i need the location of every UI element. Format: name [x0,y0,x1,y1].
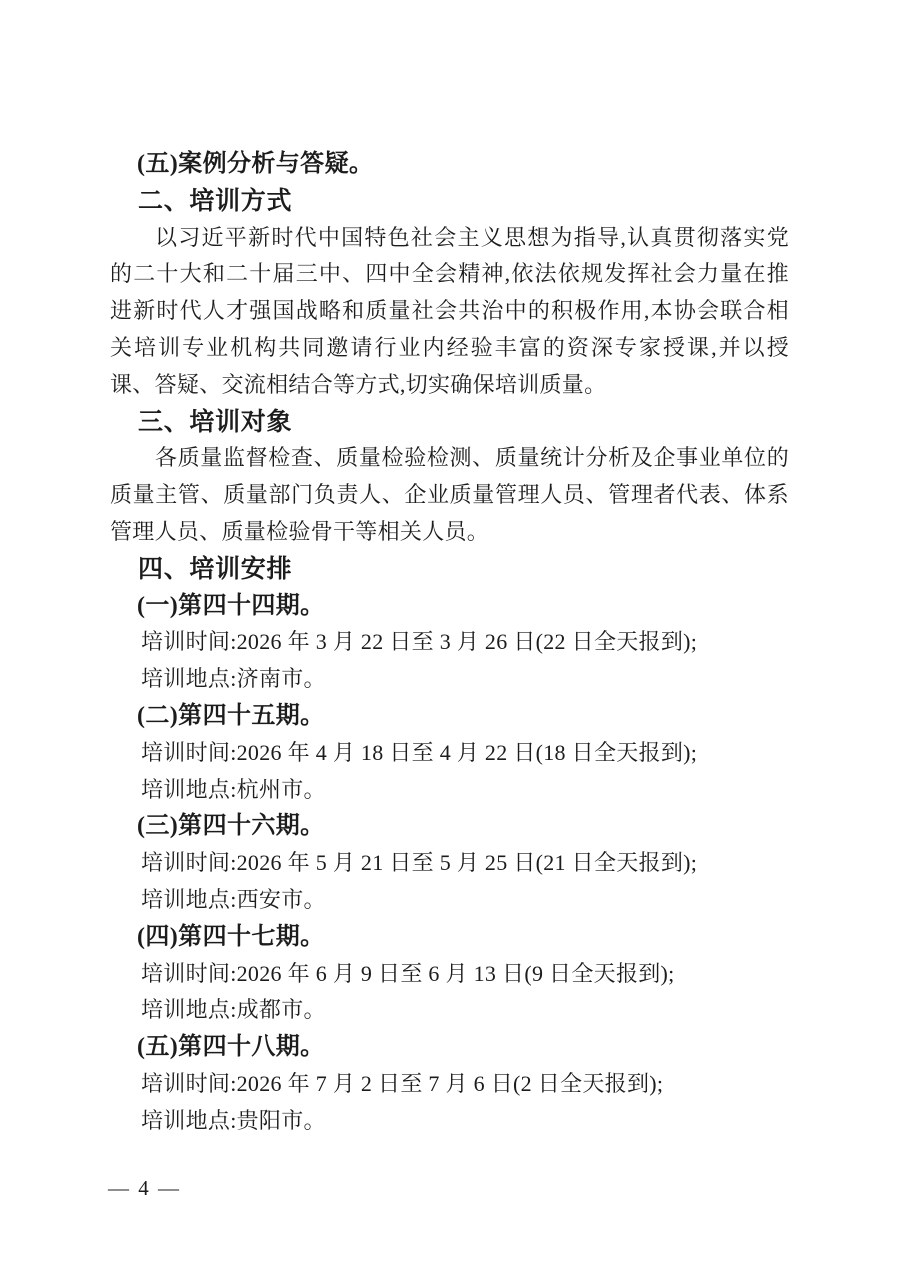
session-44-location: 培训地点:济南市。 [141,666,326,692]
training-audience-paragraph-line: 质量主管、质量部门负责人、企业质量管理人员、管理者代表、体系 [110,482,789,508]
session-45-location: 培训地点:杭州市。 [141,776,326,802]
training-audience-paragraph-line: 管理人员、质量检验骨干等相关人员。 [110,518,490,544]
session-45-time: 培训时间:2026 年 4 月 18 日至 4 月 22 日(18 日全天报到); [141,739,698,765]
session-44-heading: (一)第四十四期。 [137,592,325,619]
session-47-heading: (四)第四十七期。 [137,923,325,950]
session-48-heading: (五)第四十八期。 [137,1034,325,1061]
page-number: — 4 — [108,1176,179,1200]
document-body [110,146,789,1140]
session-47-location: 培训地点:成都市。 [141,997,326,1023]
training-method-paragraph-line: 关培训专业机构共同邀请行业内经验丰富的资深专家授课,并以授 [110,334,789,360]
session-44-time: 培训时间:2026 年 3 月 22 日至 3 月 26 日(22 日全天报到); [141,629,698,655]
section-heading-training-method: 二、培训方式 [138,186,293,215]
section-heading-training-audience: 三、培训对象 [138,407,293,436]
list-item-case-analysis: (五)案例分析与答疑。 [137,151,374,177]
training-method-paragraph-line: 的二十大和二十届三中、四中全会精神,依法依规发挥社会力量在推 [110,261,789,287]
section-heading-training-schedule: 四、培训安排 [138,554,293,583]
session-48-time: 培训时间:2026 年 7 月 2 日至 7 月 6 日(2 日全天报到); [141,1070,664,1096]
session-45-heading: (二)第四十五期。 [137,702,325,729]
session-46-heading: (三)第四十六期。 [137,813,325,840]
training-method-paragraph-line: 进新时代人才强国战略和质量社会共治中的积极作用,本协会联合相 [110,298,789,324]
training-method-paragraph-line: 课、答疑、交流相结合等方式,切实确保培训质量。 [110,371,607,397]
session-46-time: 培训时间:2026 年 5 月 21 日至 5 月 25 日(21 日全天报到); [141,850,698,876]
session-46-location: 培训地点:西安市。 [141,886,326,912]
training-audience-paragraph-line: 各质量监督检查、质量检验检测、质量统计分析及企事业单位的 [155,445,789,471]
session-47-time: 培训时间:2026 年 6 月 9 日至 6 月 13 日(9 日全天报到); [141,960,675,986]
session-48-location: 培训地点:贵阳市。 [141,1107,326,1133]
training-method-paragraph-line: 以习近平新时代中国特色社会主义思想为指导,认真贯彻落实党 [155,224,789,250]
